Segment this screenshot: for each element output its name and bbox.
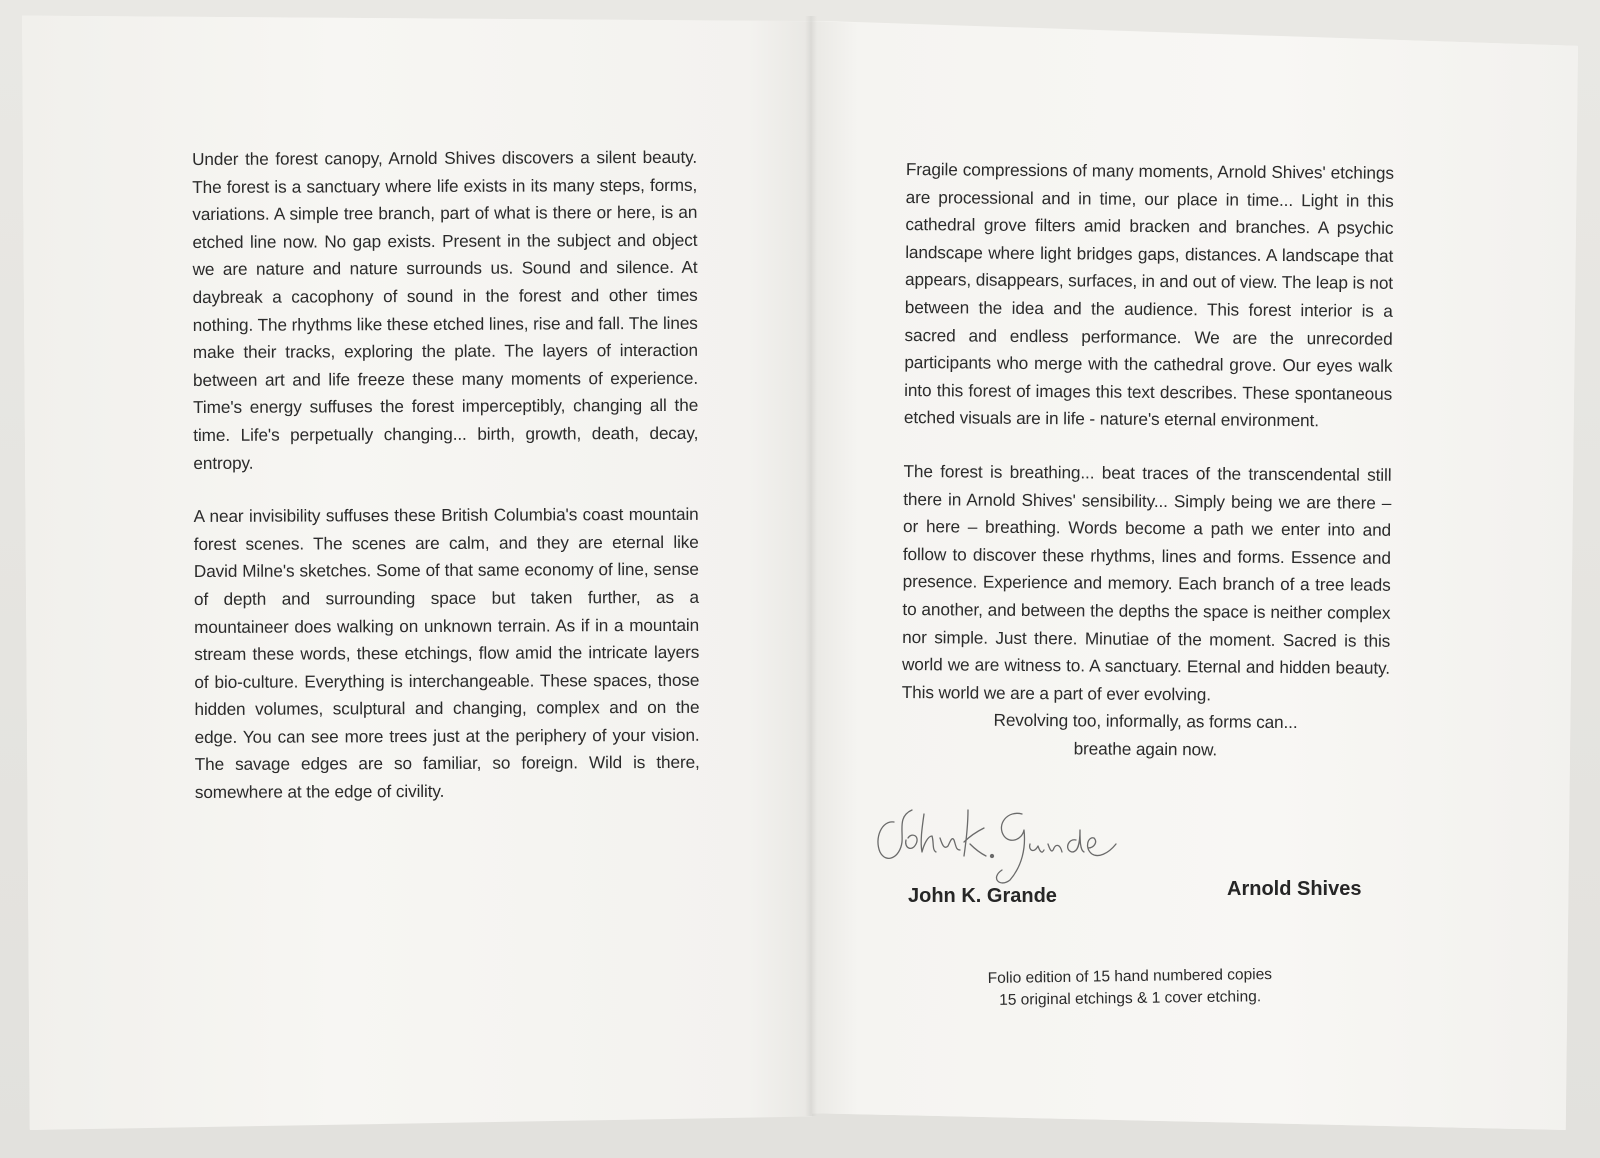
center-fold: [805, 16, 817, 1116]
left-paragraph-2: A near invisibility suffuses these British Columbia's coast mountain forest scenes. The scenes are calm, and they are eternal like David Milne's sketches. Some of that same economy of line, sense of depth and surrounding space but taken further, as a mountaineer does walking on unknown terrain. As if in a mountain stream these words, these etchings, flow amid the intricate layers of bio-culture. Everything is interchangeable. These spaces, those hidden volumes, sculptural and changing, complex and on the edge. You can see more trees just at the periphery of your vision. The savage edges are so familiar, so foreign. Wild is there, somewhere at the edge of civility.: [193, 503, 700, 803]
edition-line-1: Folio edition of 15 hand numbered copies: [987, 966, 1273, 987]
signature-text: John K. Grande: [872, 800, 880, 801]
edition-note: [960, 964, 1301, 1013]
handwritten-signature: [872, 800, 1132, 890]
author-name-shives: Arnold Shives: [1227, 878, 1362, 900]
right-text-column: [901, 156, 1394, 765]
closing-line-1: Revolving too, informally, as forms can...: [993, 709, 1298, 733]
left-paragraph-1: Under the forest canopy, Arnold Shives discovers a silent beauty. The forest is a sanctuary where life exists in its many steps, forms, variations. A simple tree branch, part of what is there or here, is an etched line now. No gap exists. Present in the subject and object we are nature and nature surrounds us. Sound and silence. At daybreak a cacophony of sound in the forest and other times nothing. The rhythms like these etched lines, rise and fall. The lines make their tracks, exploring the plate. The layers of interaction between art and life freeze these many moments of experience. Time's energy suffuses the forest imperceptibly, changing all the time. Life's perpetually changing... birth, growth, death, decay, entropy.: [192, 146, 699, 473]
right-paragraph-1: Fragile compressions of many moments, Arnold Shives' etchings are processional and in time, our place in time... Light in this cathedral grove filters amid bracken and branches. A psychic landscape where light bridges gaps, distances. A landscape that appears, disappears, surfaces, in and out of view. The leap is not between the idea and the audience. This forest interior is a sacred and endless performance. We are the unrecorded participants who merge with the cathedral grove. Our eyes walk into this forest of images this text describes. These spontaneous etched visuals are in life - nature's eternal environment.: [903, 158, 1394, 431]
right-paragraph-2: The forest is breathing... beat traces of the transcendental still there in Arnold Shives' sensibility... Simply being we are there – or here – breathing. Words become a path we enter into and follow to discover these rhythms, lines and forms. Essence and presence. Experience and memory. Each branch of a tree leads to another, and between the depths the space is neither complex nor simple. Just there. Minutiae of the moment. Sacred is this world we are witness to. A sanctuary. Eternal and hidden beauty. This world we are a part of ever evolving.: [901, 460, 1392, 705]
left-text-column: [192, 144, 700, 807]
edition-line-2: 15 original etchings & 1 cover etching.: [999, 988, 1262, 1009]
author-name-grande: John K. Grande: [908, 885, 1057, 907]
closing-line-2: breathe again now.: [1073, 738, 1218, 760]
